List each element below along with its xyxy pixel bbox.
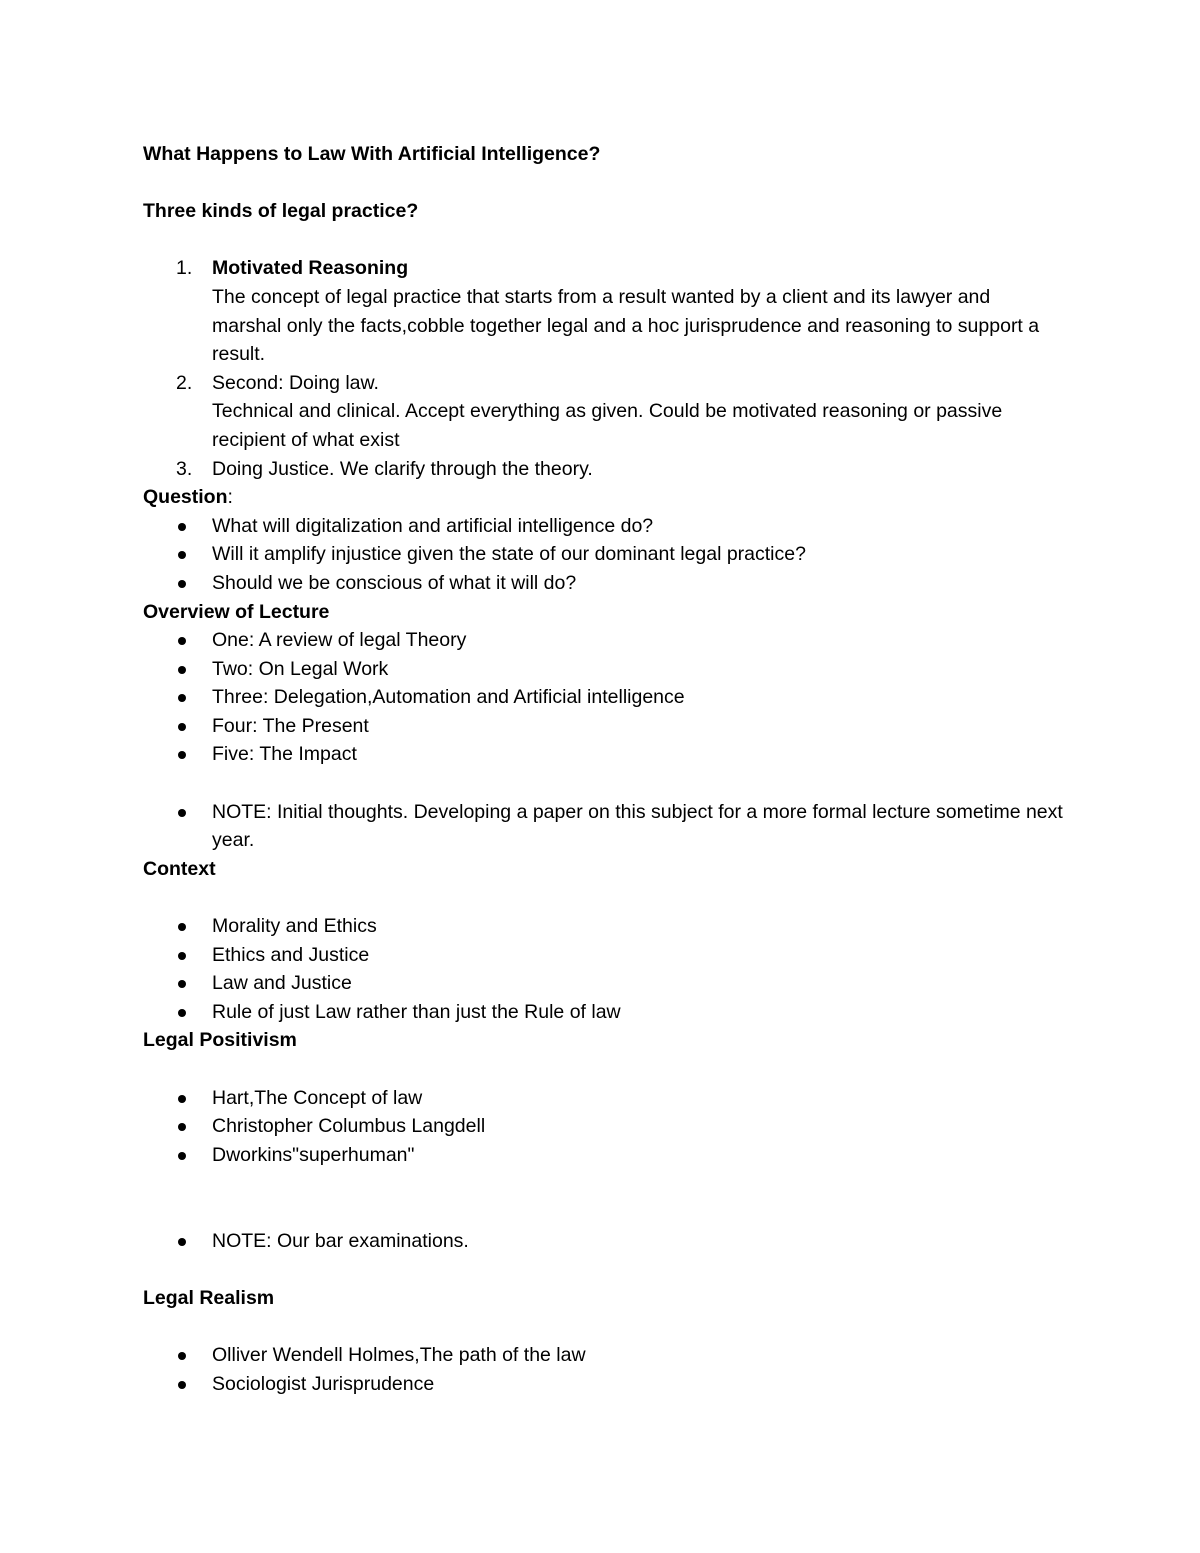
list-item: Four: The Present — [143, 712, 1063, 741]
bullet-icon — [178, 551, 186, 559]
list-item: Should we be conscious of what it will do? — [143, 569, 1063, 598]
list-item — [143, 254, 1063, 368]
list-item — [143, 455, 1063, 484]
spacer — [143, 883, 1063, 912]
bullet-icon — [178, 580, 186, 588]
list-item: Sociologist Jurisprudence — [143, 1370, 1063, 1399]
bullet-icon — [178, 1381, 186, 1389]
bullet-icon — [178, 523, 186, 531]
spacer — [143, 226, 1063, 255]
list-item: What will digitalization and artificial intelligence do? — [143, 512, 1063, 541]
list-item-heading: Second: Doing law. — [212, 371, 379, 394]
list-item-body: Technical and clinical. Accept everything as given. Could be motivated reasoning or passive recipient of what exist — [212, 400, 1003, 451]
list-item: Two: On Legal Work — [143, 655, 1063, 684]
section-heading-question: Question: — [143, 486, 233, 509]
list-item-heading: Motivated Reasoning — [212, 257, 409, 280]
list-item: Dworkins"superhuman" — [143, 1141, 1063, 1170]
bullet-list-overview-note — [143, 798, 1063, 855]
bullet-icon — [178, 1123, 186, 1131]
bullet-icon — [178, 1352, 186, 1360]
spacer — [143, 769, 1063, 798]
bullet-icon — [178, 1152, 186, 1160]
list-item-heading: Doing Justice. We clarify through the theory. — [212, 457, 593, 480]
section-heading-overview: Overview of Lecture — [143, 600, 330, 623]
bullet-icon — [178, 666, 186, 674]
list-item: Five: The Impact — [143, 740, 1063, 769]
list-item — [143, 369, 1063, 455]
bullet-list-question — [143, 512, 1063, 598]
bullet-list-positivism — [143, 1084, 1063, 1170]
numbered-list-kinds — [143, 254, 1063, 483]
list-number: 2. — [176, 371, 193, 394]
note-item: NOTE: Our bar examinations. — [143, 1227, 1063, 1256]
spacer — [143, 1169, 1063, 1198]
bullet-icon — [178, 980, 186, 988]
list-item: Olliver Wendell Holmes,The path of the law — [143, 1341, 1063, 1370]
section-heading-positivism: Legal Positivism — [143, 1029, 297, 1052]
bullet-icon — [178, 751, 186, 759]
document-page — [143, 140, 1063, 1398]
list-item: Three: Delegation,Automation and Artificial intelligence — [143, 683, 1063, 712]
document-title: What Happens to Law With Artificial Intelligence? — [143, 143, 601, 165]
section-heading-kinds: Three kinds of legal practice? — [143, 200, 419, 223]
list-item-body: The concept of legal practice that starts from a result wanted by a client and its lawyer and marshal only the facts,cobble together legal and a hoc jurisprudence and reasoning to support a result. — [212, 285, 1040, 366]
list-item: Will it amplify injustice given the state of our dominant legal practice? — [143, 540, 1063, 569]
bullet-icon — [178, 694, 186, 702]
list-item: One: A review of legal Theory — [143, 626, 1063, 655]
list-item: Christopher Columbus Langdell — [143, 1112, 1063, 1141]
bullet-icon — [178, 952, 186, 960]
bullet-icon — [178, 723, 186, 731]
bullet-icon — [178, 1095, 186, 1103]
bullet-icon — [178, 923, 186, 931]
bullet-list-positivism-note — [143, 1227, 1063, 1256]
list-number: 3. — [176, 457, 193, 480]
note-item: NOTE: Initial thoughts. Developing a paper on this subject for a more formal lecture sometime next year. — [143, 798, 1063, 855]
section-heading-realism: Legal Realism — [143, 1286, 275, 1309]
bullet-icon — [178, 1238, 186, 1246]
spacer — [143, 1312, 1063, 1341]
spacer — [143, 1255, 1063, 1284]
bullet-list-context — [143, 912, 1063, 1026]
section-heading-context: Context — [143, 857, 216, 880]
spacer — [143, 1055, 1063, 1084]
list-item: Ethics and Justice — [143, 941, 1063, 970]
spacer — [143, 169, 1063, 198]
list-item: Law and Justice — [143, 969, 1063, 998]
bullet-icon — [178, 637, 186, 645]
list-item: Hart,The Concept of law — [143, 1084, 1063, 1113]
bullet-list-realism — [143, 1341, 1063, 1398]
bullet-icon — [178, 809, 186, 817]
bullet-icon — [178, 1009, 186, 1017]
list-item: Rule of just Law rather than just the Rule of law — [143, 998, 1063, 1027]
list-number: 1. — [176, 257, 193, 280]
spacer — [143, 1198, 1063, 1227]
bullet-list-overview — [143, 626, 1063, 769]
list-item: Morality and Ethics — [143, 912, 1063, 941]
